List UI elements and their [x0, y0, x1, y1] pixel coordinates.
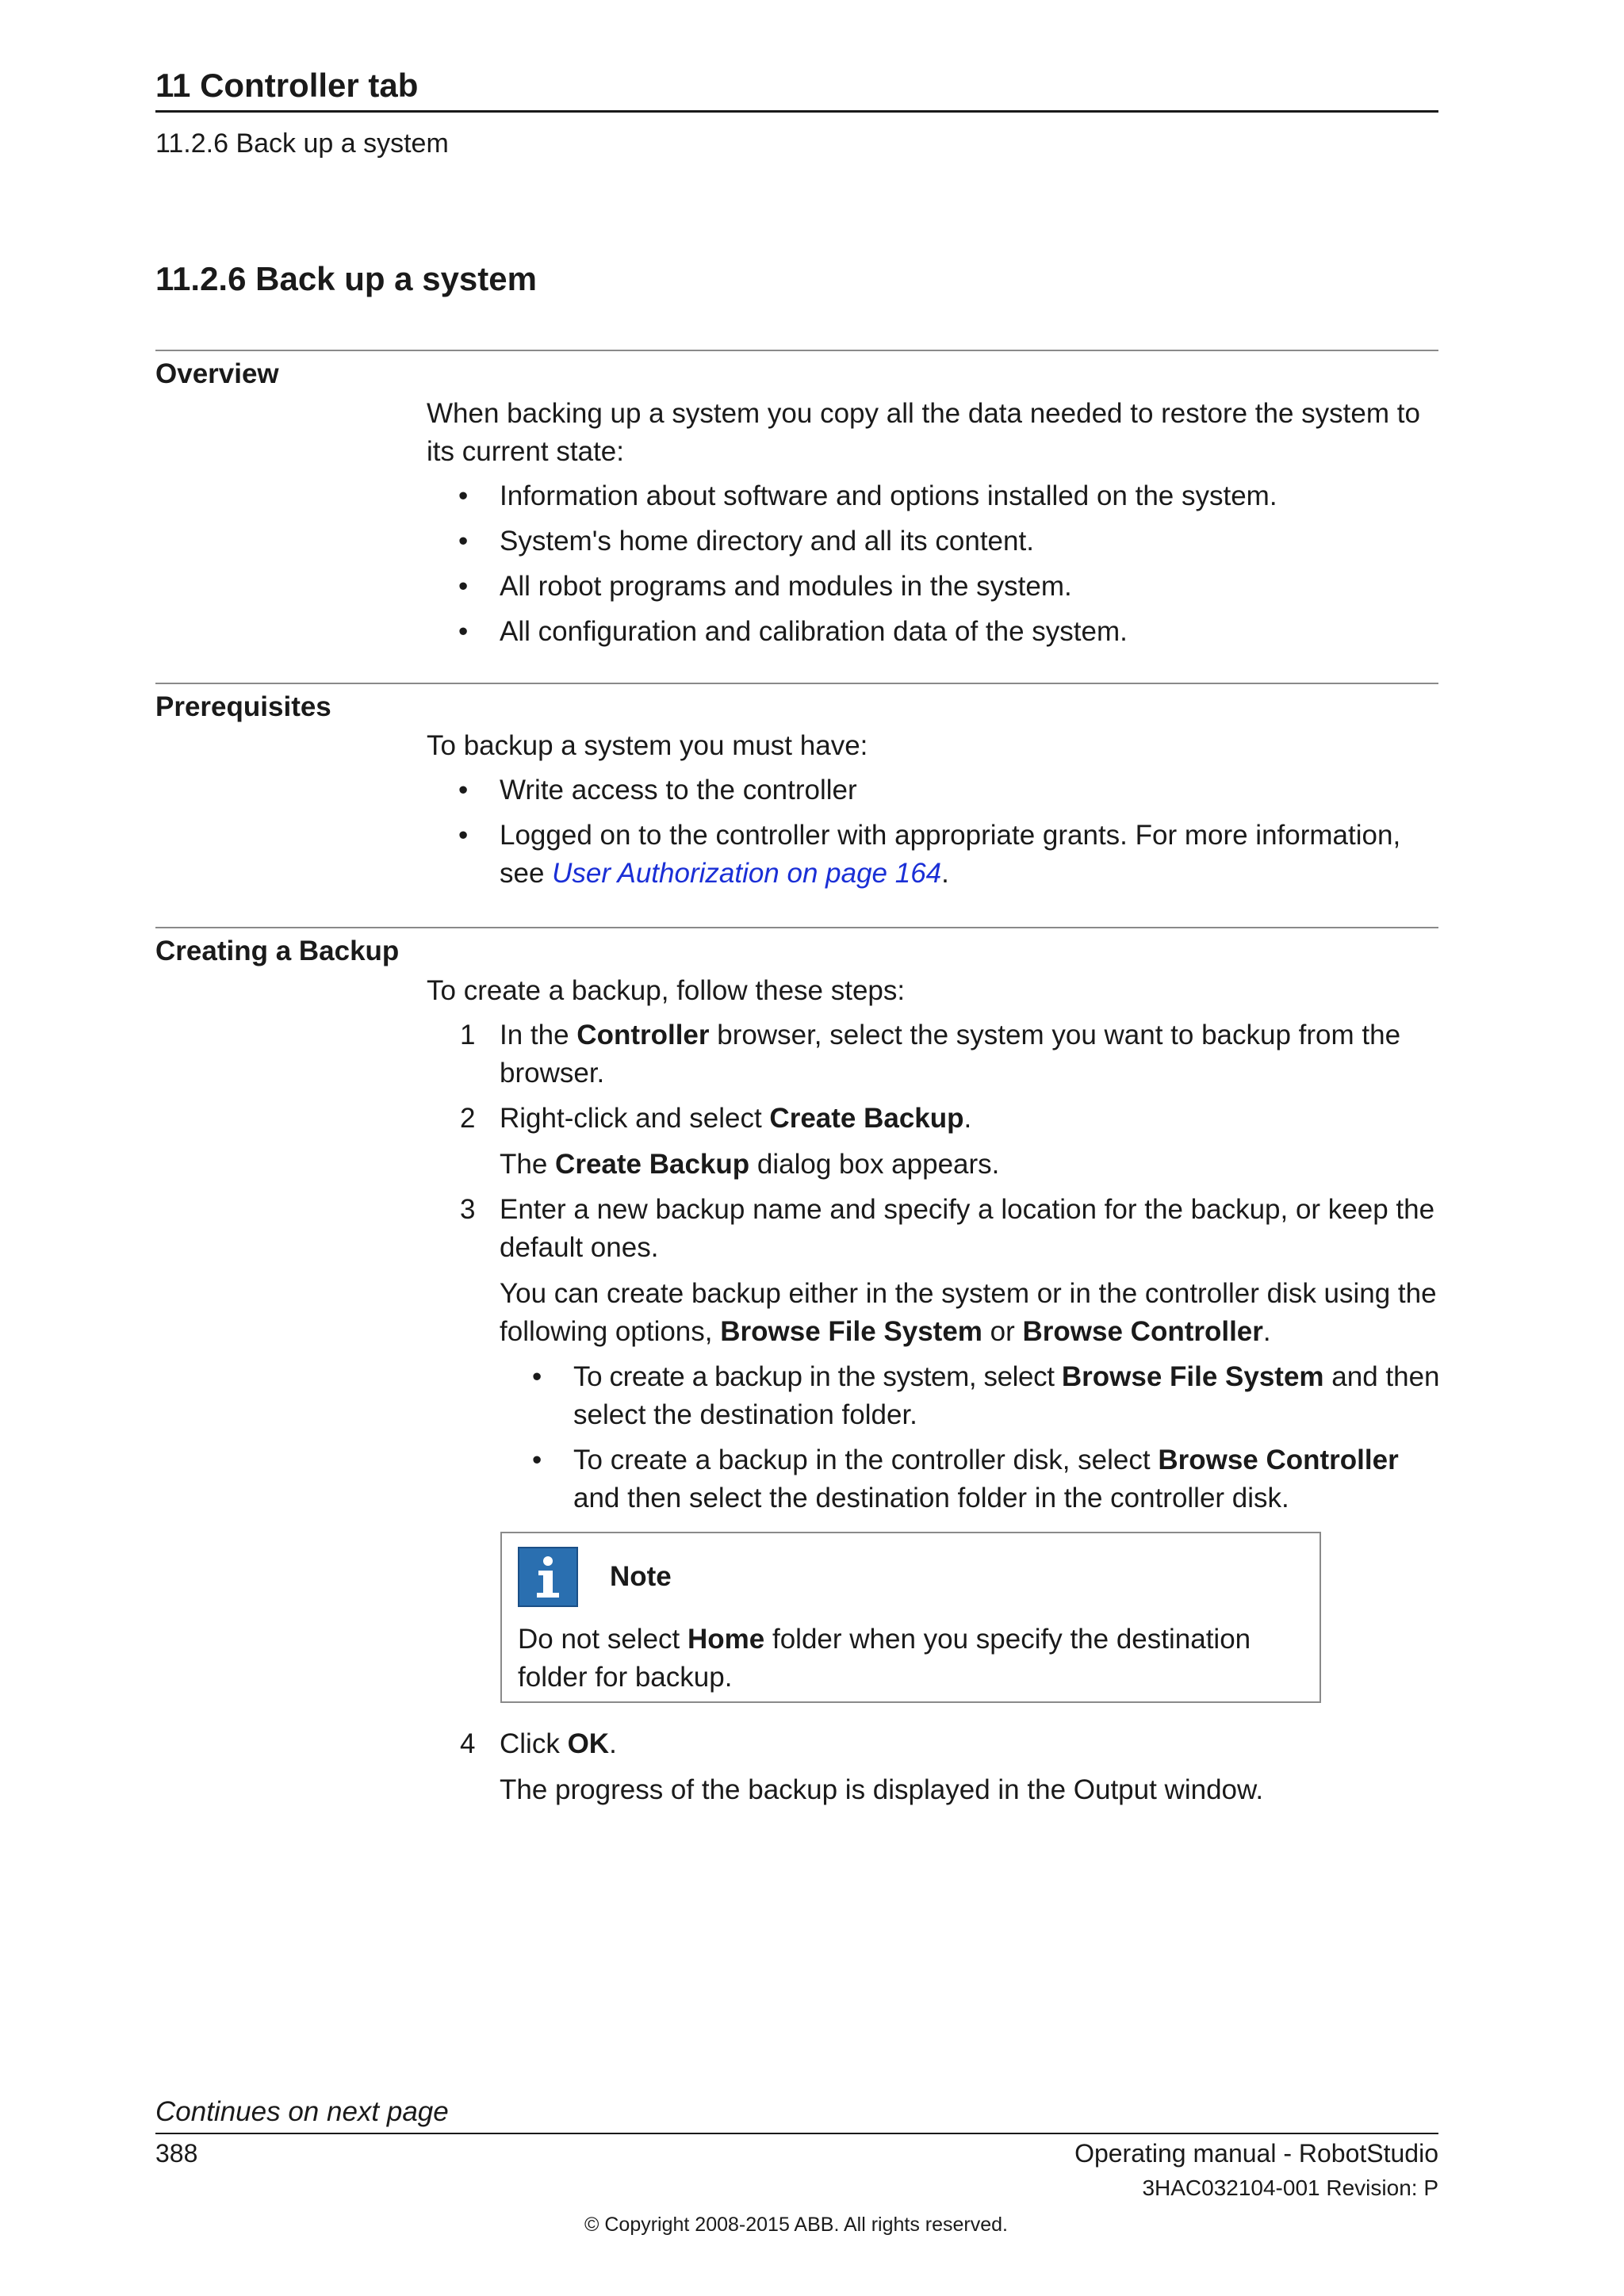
chapter-header: 11 Controller tab [155, 67, 419, 104]
overview-intro: When backing up a system you copy all the data needed to restore the system to its current state: [427, 398, 1420, 467]
prerequisites-body [427, 727, 1440, 900]
list-item: • All configuration and calibration data of the system. [458, 616, 1128, 647]
list-item: • To create a backup in the system, select Browse File System and then select the destination folder. [532, 1361, 1440, 1430]
section-breadcrumb: 11.2.6 Back up a system [155, 128, 449, 159]
step-3: 3 Enter a new backup name and specify a location for the backup, or keep the default ones. You can create backup either in the system or in the controller disk using the following options, Browse File System or Browse Controller. [460, 1194, 1437, 1347]
creating-intro: To create a backup, follow these steps: [427, 975, 906, 1006]
prerequisites-intro: To backup a system you must have: [427, 730, 868, 761]
note-title: Note [610, 1561, 672, 1592]
prerequisites-list [427, 771, 1440, 893]
list-item: • To create a backup in the controller disk, select Browse Controller and then select the destination folder in the controller disk. [532, 1445, 1399, 1513]
steps-list-continued [427, 1725, 1440, 1809]
copyright: © Copyright 2008-2015 ABB. All rights reserved. [584, 2214, 1008, 2236]
note-text: Do not select Home folder when you specify the destination folder for backup. [518, 1624, 1251, 1693]
info-icon [518, 1547, 578, 1607]
step-2: 2 Right-click and select Create Backup. The Create Backup dialog box appears. [460, 1103, 1000, 1180]
user-authorization-link[interactable]: User Authorization on page 164 [552, 858, 942, 889]
footer-rule [155, 2133, 1438, 2134]
note-box [500, 1532, 1321, 1703]
list-item: • Logged on to the controller with appropriate grants. For more information, see User Authorization on page 164. [458, 820, 1401, 889]
page-number: 388 [155, 2139, 198, 2168]
continues-label: Continues on next page [155, 2096, 449, 2127]
section-divider [155, 927, 1438, 928]
list-item: • Write access to the controller [458, 775, 857, 806]
overview-list [427, 477, 1440, 651]
header-rule [155, 110, 1438, 113]
section-divider [155, 350, 1438, 351]
creating-backup-label: Creating a Backup [155, 936, 400, 966]
step-1: 1 In the Controller browser, select the system you want to backup from the browser. [460, 1020, 1401, 1089]
overview-label: Overview [155, 358, 279, 389]
step-4: 4 Click OK. The progress of the backup is displayed in the Output window. [460, 1728, 1264, 1805]
manual-title: Operating manual - RobotStudio [1074, 2139, 1438, 2168]
list-item: • Information about software and options installed on the system. [458, 480, 1277, 511]
prerequisites-label: Prerequisites [155, 691, 331, 722]
page-title: 11.2.6 Back up a system [155, 260, 537, 297]
list-item: • All robot programs and modules in the system. [458, 571, 1072, 602]
document-id: 3HAC032104-001 Revision: P [1142, 2175, 1438, 2200]
section-divider [155, 683, 1438, 684]
overview-body [427, 395, 1440, 658]
steps-list [427, 1016, 1440, 1351]
creating-backup-body [427, 972, 1440, 1816]
list-item: • System's home directory and all its content. [458, 526, 1034, 557]
browse-options-list [427, 1358, 1440, 1517]
